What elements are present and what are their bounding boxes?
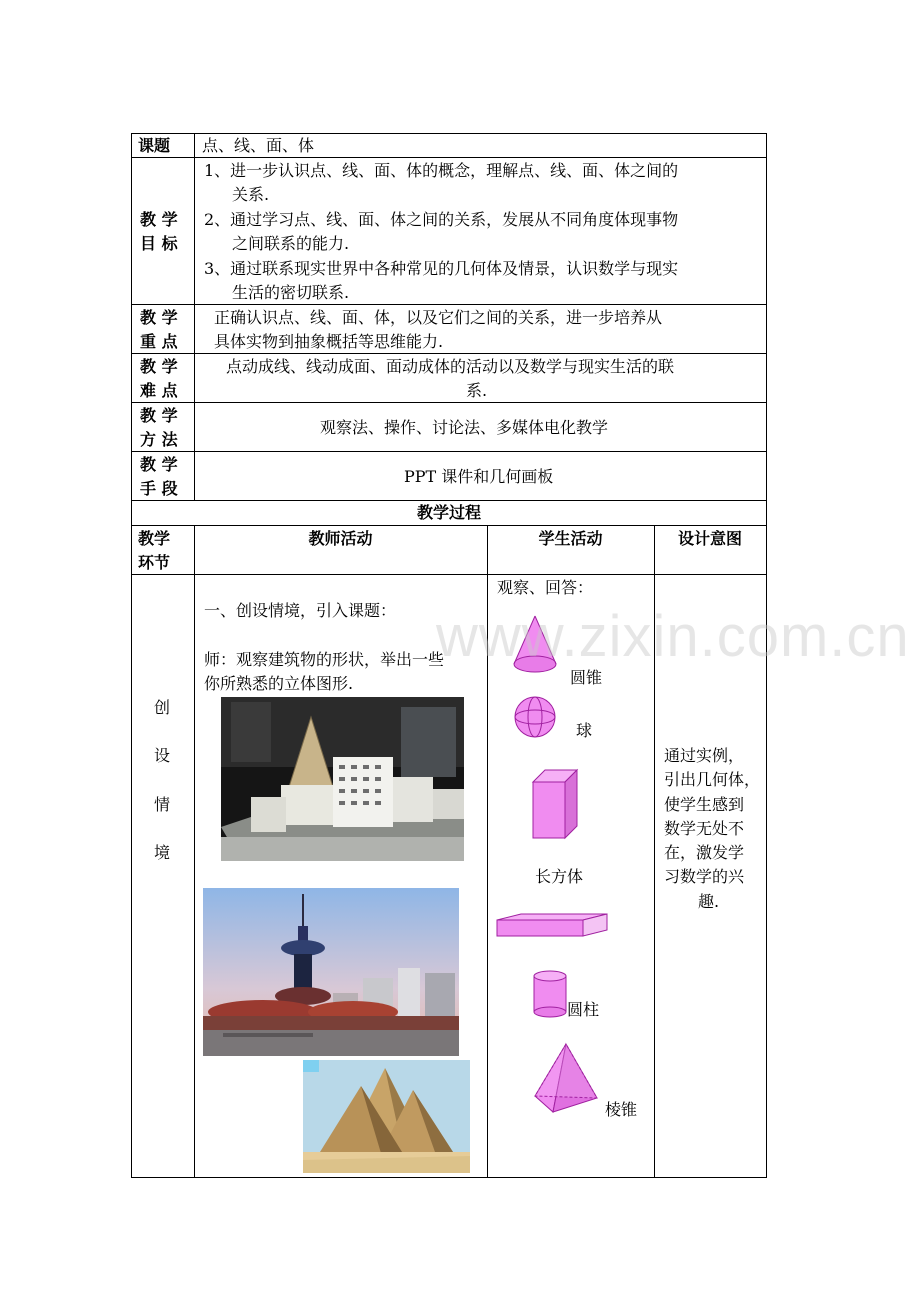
- process-title: 教学过程: [416, 503, 481, 522]
- city-model-photo: [221, 697, 464, 861]
- teacher-line1: 师：观察建筑物的形状，举出一些: [204, 650, 445, 669]
- sphere-label: 球: [576, 721, 593, 740]
- cylinder-label: 圆柱: [567, 1000, 600, 1019]
- intent-line-4: 数学无处不: [664, 819, 745, 838]
- col-teacher-header: 教师活动: [308, 529, 373, 548]
- cone-label: 圆锥: [570, 668, 603, 687]
- key-line1: 正确认识点、线、面、体，以及它们之间的关系，进一步培养从: [214, 308, 663, 327]
- method-label-2: 方 法: [140, 430, 178, 449]
- key-label-1: 教 学: [140, 308, 178, 327]
- stage-char-1: 创: [154, 698, 171, 717]
- cuboid-icon: [531, 768, 579, 840]
- stage-char-4: 境: [154, 843, 171, 862]
- key-line2: 具体实物到抽象概括等思维能力.: [214, 332, 444, 351]
- difficulty-label-2: 难 点: [140, 381, 178, 400]
- col-student-header: 学生活动: [538, 529, 603, 548]
- goal-1-line2: 关系.: [232, 185, 270, 204]
- intent-line-2: 引出几何体，: [664, 770, 761, 789]
- goal-2-line2: 之间联系的能力.: [232, 234, 350, 253]
- pyramid-label: 棱锥: [605, 1100, 638, 1119]
- goal-2-line1: 2、通过学习点、线、面、体之间的关系，发展从不同角度体现事物: [204, 210, 679, 229]
- method-label-1: 教 学: [140, 406, 178, 425]
- col-intent-header: 设计意图: [677, 529, 742, 548]
- goal-1-line1: 1、进一步认识点、线、面、体的概念，理解点、线、面、体之间的: [204, 161, 679, 180]
- means-value: PPT 课件和几何画板: [404, 467, 554, 486]
- pyramid-icon: [533, 1042, 599, 1114]
- teacher-line2: 你所熟悉的立体图形.: [204, 674, 354, 693]
- teacher-heading: 一、创设情境，引入课题：: [204, 601, 397, 620]
- intent-line-1: 通过实例，: [664, 746, 745, 765]
- means-label-2: 手 段: [140, 479, 178, 498]
- watermark: www.zixin.com.cn: [436, 604, 910, 669]
- intent-line-5: 在，激发学: [664, 843, 745, 862]
- stage-char-2: 设: [154, 746, 171, 765]
- difficulty-label-1: 教 学: [140, 357, 178, 376]
- cuboid-label: 长方体: [535, 867, 584, 886]
- method-value: 观察法、操作、讨论法、多媒体电化教学: [320, 418, 609, 437]
- goal-3-line2: 生活的密切联系.: [232, 283, 350, 302]
- intent-line-6: 习数学的兴: [664, 867, 745, 886]
- stage-char-3: 情: [154, 795, 171, 814]
- student-intro: 观察、回答：: [497, 578, 594, 597]
- col-stage-line1: 教学: [138, 529, 171, 548]
- goals-label-2: 目 标: [140, 234, 178, 253]
- goals-label-1: 教 学: [140, 210, 178, 229]
- key-label-2: 重 点: [140, 332, 178, 351]
- intent-line-3: 使学生感到: [664, 795, 745, 814]
- topic-value: 点、线、面、体: [202, 136, 315, 155]
- intent-line-7: 趣.: [698, 892, 720, 911]
- topic-label: 课题: [138, 136, 171, 155]
- col-stage-line2: 环节: [138, 553, 171, 572]
- difficulty-line1: 点动成线、线动成面、面动成体的活动以及数学与现实生活的联: [226, 357, 675, 376]
- difficulty-line2: 系.: [466, 381, 488, 400]
- pyramids-photo: [303, 1060, 470, 1173]
- flat-cuboid-icon: [495, 912, 609, 938]
- goal-3-line1: 3、通过联系现实世界中各种常见的几何体及情景，认识数学与现实: [204, 259, 679, 278]
- means-label-1: 教 学: [140, 455, 178, 474]
- sphere-icon: [513, 695, 557, 739]
- tv-tower-photo: [203, 888, 459, 1056]
- cylinder-icon: [532, 970, 568, 1018]
